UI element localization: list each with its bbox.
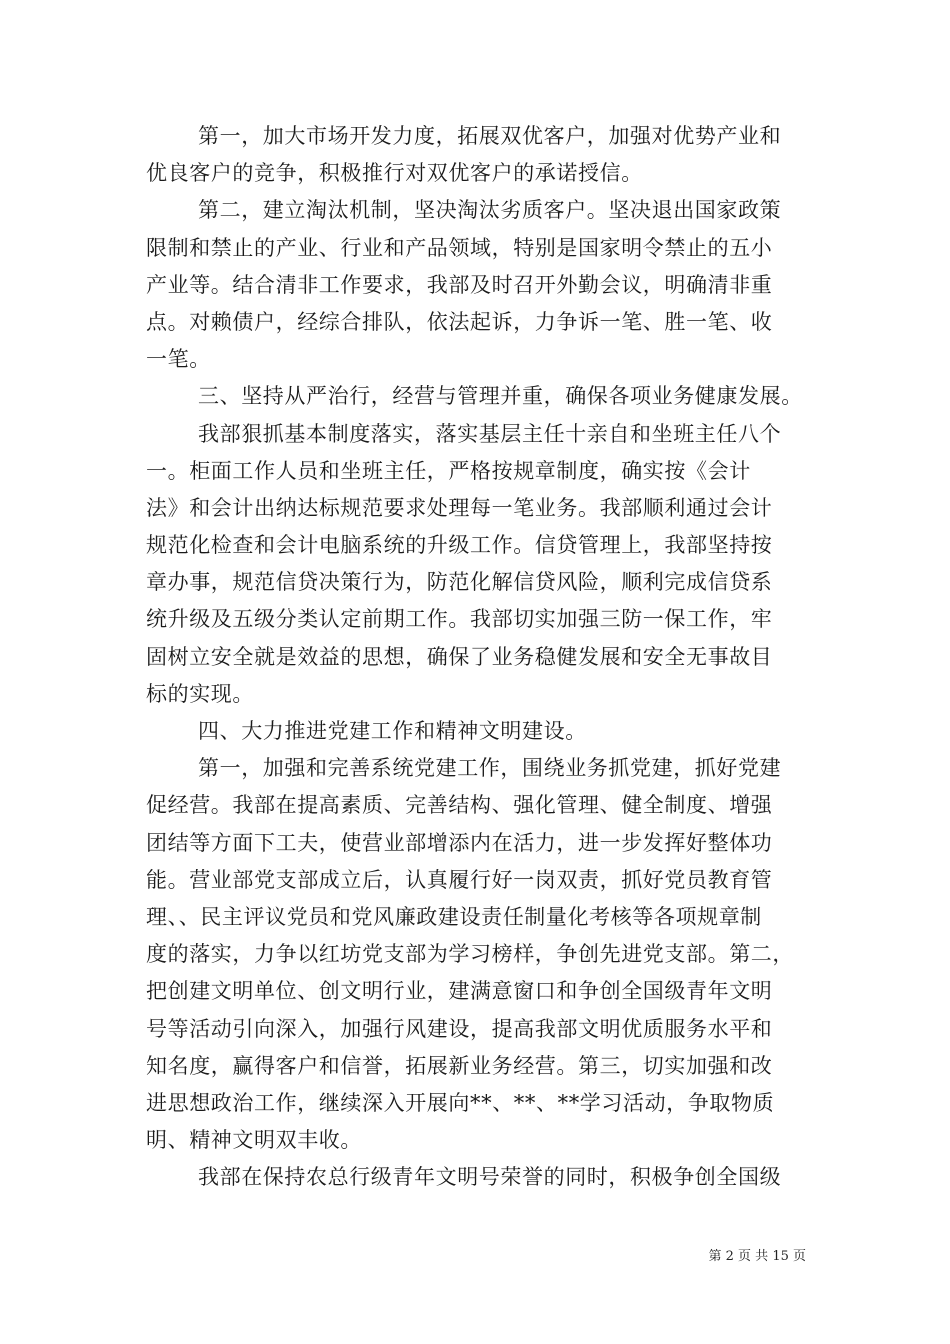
text-line: 优良客户的竞争，积极推行对双优客户的承诺授信。 xyxy=(146,161,643,186)
text-line: 第一，加强和完善系统党建工作，围绕业务抓党建，抓好党建 xyxy=(198,756,782,781)
text-line: 四、大力推进党建工作和精神文明建设。 xyxy=(198,719,587,743)
text-line: 度的落实，力争以红坊党支部为学习榜样，争创先进党支部。第二， xyxy=(146,942,794,967)
text-line: 进思想政治工作，继续深入开展向**、**、**学习活动，争取物质 xyxy=(146,1090,775,1115)
text-line: 能。营业部党支部成立后，认真履行好一岗双责，抓好党员教育管 xyxy=(146,867,773,892)
text-line: 统升级及五级分类认定前期工作。我部切实加强三防一保工作，牢 xyxy=(146,607,773,632)
text-line: 限制和禁止的产业、行业和产品领域，特别是国家明令禁止的五小 xyxy=(146,235,773,260)
text-line: 规范化检查和会计电脑系统的升级工作。信贷管理上，我部坚持按 xyxy=(146,533,773,558)
text-line: 固树立安全就是效益的思想，确保了业务稳健发展和安全无事故目 xyxy=(146,644,773,669)
text-line: 法》和会计出纳达标规范要求处理每一笔业务。我部顺利通过会计 xyxy=(146,495,773,520)
text-line: 知名度，赢得客户和信誉，拓展新业务经营。第三，切实加强和改 xyxy=(146,1053,773,1078)
text-line: 我部狠抓基本制度落实，落实基层主任十亲自和坐班主任八个 xyxy=(198,421,782,446)
text-line: 第一，加大市场开发力度，拓展双优客户，加强对优势产业和 xyxy=(198,124,782,148)
text-line: 三、坚持从严治行，经营与管理并重，确保各项业务健康发展。 xyxy=(198,384,803,409)
text-line: 促经营。我部在提高素质、完善结构、强化管理、健全制度、增强 xyxy=(146,793,773,818)
text-line: 理、、民主评议党员和党风廉政建设责任制量化考核等各项规章制 xyxy=(146,904,762,929)
text-line: 章办事，规范信贷决策行为，防范化解信贷风险，顺利完成信贷系 xyxy=(146,570,773,595)
text-line: 标的实现。 xyxy=(146,681,254,706)
text-line: 点。对赖债户，经综合排队，依法起诉，力争诉一笔、胜一笔、收 xyxy=(146,309,773,334)
text-line: 明、精神文明双丰收。 xyxy=(146,1128,362,1153)
text-line: 把创建文明单位、创文明行业，建满意窗口和争创全国级青年文明 xyxy=(146,979,773,1004)
text-line: 产业等。结合清非工作要求，我部及时召开外勤会议，明确清非重 xyxy=(146,272,773,297)
text-line: 一。柜面工作人员和坐班主任，严格按规章制度，确实按《会计 xyxy=(146,458,751,483)
text-line: 团结等方面下工夫，使营业部增添内在活力，进一步发挥好整体功 xyxy=(146,830,773,855)
page-number-footer: 第 2 页 共 15 页 xyxy=(708,1249,806,1264)
text-line: 一笔。 xyxy=(146,347,211,372)
document-body xyxy=(146,118,806,1196)
text-line: 第二，建立淘汰机制，坚决淘汰劣质客户。坚决退出国家政策 xyxy=(198,198,782,223)
text-line: 号等活动引向深入，加强行风建设，提高我部文明优质服务水平和 xyxy=(146,1016,773,1041)
text-line: 我部在保持农总行级青年文明号荣誉的同时，积极争创全国级 xyxy=(198,1165,782,1190)
